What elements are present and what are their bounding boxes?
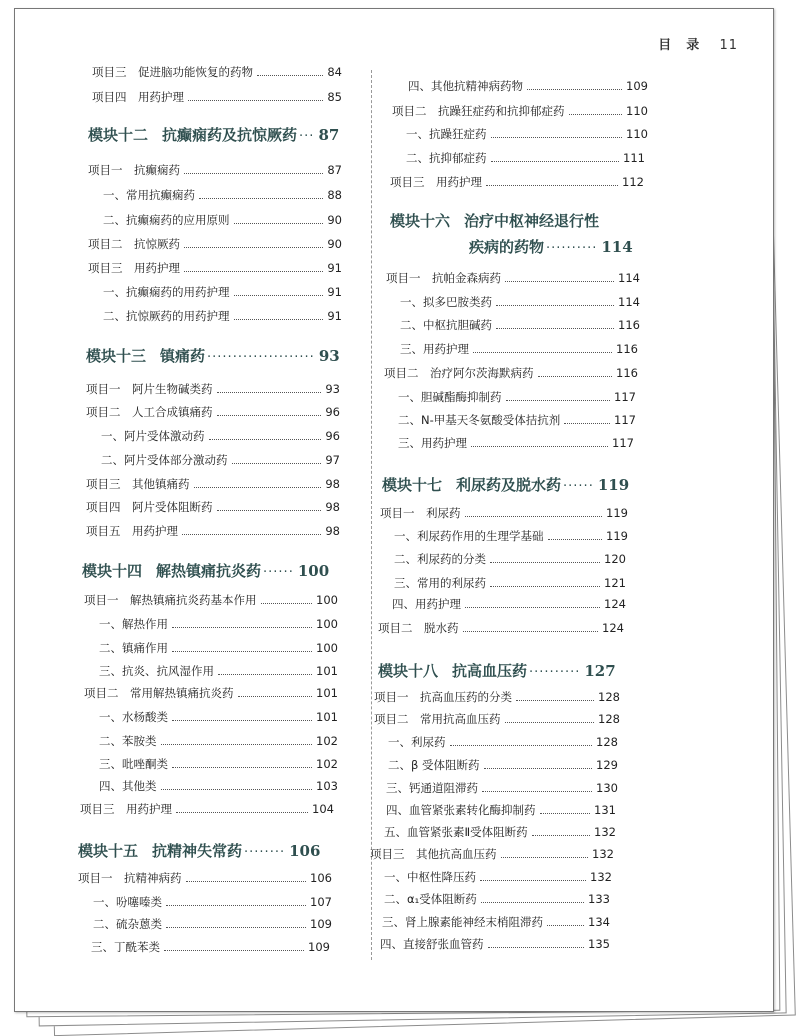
toc-entry	[374, 712, 620, 726]
toc-entry-label: 项目五 用药护理	[86, 524, 178, 538]
toc-entry-label: 二、镇痛作用	[99, 641, 168, 655]
toc-entry-label: 三、抗炎、抗风湿作用	[99, 664, 214, 678]
toc-entry-label: 项目三 其他抗高血压药	[370, 847, 497, 861]
toc-entry-page: 112	[622, 175, 644, 189]
toc-entry	[406, 151, 645, 165]
dot-leader	[540, 813, 591, 814]
toc-entry-label: 三、钙通道阻滞药	[386, 781, 478, 795]
toc-entry-label: 一、阿片受体激动药	[101, 429, 205, 443]
toc-entry-page: 135	[588, 937, 610, 951]
toc-entry	[384, 892, 610, 906]
dot-leader	[172, 627, 312, 628]
toc-entry-page: 102	[316, 757, 338, 771]
toc-entry-page: 129	[596, 758, 618, 772]
toc-entry	[99, 710, 338, 724]
toc-entry-page: 116	[616, 366, 638, 380]
module-title: 镇痛药	[160, 347, 206, 365]
toc-entry-label: 五、血管紧张素Ⅱ受体阻断药	[384, 825, 528, 839]
toc-entry	[388, 735, 618, 749]
toc-entry	[398, 390, 636, 404]
toc-entry-page: 84	[327, 65, 342, 79]
toc-entry-page: 97	[325, 453, 340, 467]
toc-entry	[101, 429, 340, 443]
toc-entry-label: 项目一 解热镇痛抗炎药基本作用	[84, 593, 257, 607]
toc-entry-page: 109	[310, 917, 332, 931]
toc-entry-page: 101	[316, 710, 338, 724]
module-dot-leader: ······	[263, 565, 294, 580]
toc-entry-label: 项目三 用药护理	[390, 175, 482, 189]
toc-entry-label: 一、吩噻嗪类	[93, 895, 162, 909]
module-page: 93	[318, 347, 340, 365]
toc-entry-label: 三、肾上腺素能神经末梢阻滞药	[382, 915, 543, 929]
dot-leader	[496, 305, 614, 306]
toc-entry-page: 117	[614, 413, 636, 427]
toc-entry-page: 120	[604, 552, 626, 566]
toc-entry-page: 124	[602, 621, 624, 635]
module-heading	[78, 840, 320, 861]
module-dot-leader: ··········	[546, 241, 598, 256]
toc-entry-label: 项目二 人工合成镇痛药	[86, 405, 213, 419]
toc-entry-label: 项目二 抗躁狂症药和抗抑郁症药	[392, 104, 565, 118]
dot-leader	[182, 534, 321, 535]
dot-leader	[188, 100, 323, 101]
toc-entry	[370, 847, 614, 861]
toc-entry-label: 项目四 阿片受体阻断药	[86, 500, 213, 514]
toc-entry-label: 项目二 治疗阿尔茨海默病药	[384, 366, 534, 380]
toc-entry-label: 一、拟多巴胺类药	[400, 295, 492, 309]
dot-leader	[465, 516, 603, 517]
header-title: 目 录	[658, 38, 701, 53]
toc-entry	[99, 779, 338, 793]
module-title: 抗精神失常药	[152, 842, 243, 860]
toc-entry-label: 二、中枢抗胆碱药	[400, 318, 492, 332]
dot-leader	[199, 198, 323, 199]
toc-entry-label: 项目一 抗癫痫药	[88, 163, 180, 177]
dot-leader	[481, 902, 584, 903]
toc-entry-page: 98	[325, 500, 340, 514]
toc-entry-page: 102	[316, 734, 338, 748]
toc-entry-page: 96	[325, 429, 340, 443]
toc-entry-label: 四、血管紧张素转化酶抑制药	[386, 803, 536, 817]
dot-leader	[261, 603, 313, 604]
toc-entry-page: 101	[316, 664, 338, 678]
module-title: 抗癫痫药及抗惊厥药	[162, 126, 298, 144]
toc-entry	[382, 915, 610, 929]
toc-entry-label: 三、丁酰苯类	[91, 940, 160, 954]
toc-entry	[99, 617, 338, 631]
module-number: 模块十七	[382, 476, 443, 494]
dot-leader	[232, 463, 322, 464]
module-heading	[378, 660, 616, 681]
toc-entry-page: 107	[310, 895, 332, 909]
toc-entry	[91, 940, 330, 954]
dot-leader	[234, 223, 324, 224]
toc-entry-label: 项目一 抗精神病药	[78, 871, 182, 885]
module-number: 模块十四	[82, 562, 143, 580]
column-divider	[371, 70, 372, 960]
toc-entry-label: 项目一 抗高血压药的分类	[374, 690, 512, 704]
module-page: 119	[597, 476, 630, 494]
toc-entry-label: 项目二 常用抗高血压药	[374, 712, 501, 726]
toc-entry-page: 104	[312, 802, 334, 816]
toc-entry-page: 106	[310, 871, 332, 885]
toc-entry	[103, 309, 342, 323]
toc-entry-label: 项目二 抗惊厥药	[88, 237, 180, 251]
module-page: 114	[601, 238, 633, 256]
dot-leader	[234, 319, 324, 320]
toc-entry-page: 87	[327, 163, 342, 177]
toc-entry-label: 二、抗抑郁症药	[406, 151, 487, 165]
dot-leader	[184, 271, 323, 272]
toc-entry-label: 一、抗癫痫药的用药护理	[103, 285, 230, 299]
toc-entry-label: 一、利尿药	[388, 735, 446, 749]
toc-entry-label: 四、直接舒张血管药	[380, 937, 484, 951]
toc-entry	[99, 757, 338, 771]
dot-leader	[496, 328, 614, 329]
toc-entry-label: 项目一 抗帕金森病药	[386, 271, 501, 285]
toc-entry-page: 124	[604, 597, 626, 611]
toc-entry	[93, 917, 332, 931]
dot-leader	[172, 651, 312, 652]
module-page: 127	[584, 662, 616, 680]
toc-entry-page: 101	[316, 686, 338, 700]
module-page: 106	[289, 842, 321, 860]
dot-leader	[484, 768, 593, 769]
toc-entry	[99, 664, 338, 678]
page-header	[658, 34, 738, 53]
toc-entry	[384, 825, 616, 839]
toc-entry-page: 98	[325, 477, 340, 491]
toc-entry-label: 二、β 受体阻断药	[388, 758, 480, 772]
toc-entry	[93, 895, 332, 909]
toc-entry	[400, 318, 640, 332]
toc-entry-label: 一、利尿药作用的生理学基础	[394, 529, 544, 543]
dot-leader	[184, 173, 323, 174]
module-dot-leader: ········	[244, 845, 286, 860]
toc-entry	[86, 477, 340, 491]
dot-leader	[491, 161, 620, 162]
toc-entry-page: 132	[594, 825, 616, 839]
toc-entry-page: 91	[327, 285, 342, 299]
toc-entry-page: 114	[618, 271, 640, 285]
toc-entry-page: 132	[590, 870, 612, 884]
toc-entry	[88, 163, 342, 177]
module-title: 抗高血压药	[452, 662, 528, 680]
dot-leader	[257, 75, 323, 76]
dot-leader	[547, 925, 584, 926]
toc-entry	[103, 188, 342, 202]
toc-entry-label: 一、解热作用	[99, 617, 168, 631]
toc-entry-page: 91	[327, 261, 342, 275]
toc-entry	[380, 506, 628, 520]
dot-leader	[532, 835, 590, 836]
toc-entry	[384, 870, 612, 884]
toc-entry-page: 130	[596, 781, 618, 795]
toc-entry-page: 111	[623, 151, 645, 165]
dot-leader	[184, 247, 323, 248]
toc-entry-label: 二、阿片受体部分激动药	[101, 453, 228, 467]
toc-entry-label: 项目三 用药护理	[88, 261, 180, 275]
module-number: 模块十八	[378, 662, 439, 680]
toc-entry	[86, 382, 340, 396]
module-heading	[86, 345, 340, 366]
toc-entry	[92, 90, 342, 104]
dot-leader	[516, 700, 594, 701]
dot-leader	[172, 767, 312, 768]
module-number: 模块十二	[88, 126, 149, 144]
module-title: 治疗中枢神经退行性	[464, 212, 600, 230]
toc-entry	[386, 803, 616, 817]
dot-leader	[473, 352, 612, 353]
dot-leader	[501, 857, 589, 858]
dot-leader	[161, 789, 313, 790]
dot-leader	[538, 376, 613, 377]
dot-leader	[463, 631, 599, 632]
toc-entry	[408, 79, 648, 93]
toc-entry-label: 四、用药护理	[392, 597, 461, 611]
toc-entry-label: 项目三 促进脑功能恢复的药物	[92, 65, 253, 79]
dot-leader	[194, 487, 322, 488]
toc-entry	[398, 436, 634, 450]
toc-entry-label: 项目二 常用解热镇痛抗炎药	[84, 686, 234, 700]
dot-leader	[217, 510, 322, 511]
toc-entry-page: 117	[614, 390, 636, 404]
toc-entry	[86, 500, 340, 514]
dot-leader	[486, 185, 618, 186]
dot-leader	[548, 539, 603, 540]
toc-entry-label: 项目二 脱水药	[378, 621, 459, 635]
toc-entry-label: 一、水杨酸类	[99, 710, 168, 724]
dot-leader	[217, 415, 322, 416]
toc-entry-page: 110	[626, 127, 648, 141]
toc-entry-page: 100	[316, 593, 338, 607]
toc-entry-page: 91	[327, 309, 342, 323]
toc-entry	[406, 127, 648, 141]
toc-entry-page: 93	[325, 382, 340, 396]
toc-entry	[394, 529, 628, 543]
toc-entry	[84, 686, 338, 700]
toc-entry	[374, 690, 620, 704]
toc-entry-label: 二、硫杂蒽类	[93, 917, 162, 931]
toc-entry	[103, 285, 342, 299]
toc-entry-page: 117	[612, 436, 634, 450]
toc-entry	[101, 453, 340, 467]
toc-entry	[380, 937, 610, 951]
toc-entry-label: 二、抗惊厥药的用药护理	[103, 309, 230, 323]
toc-entry-page: 128	[598, 690, 620, 704]
toc-entry-label: 项目一 利尿药	[380, 506, 461, 520]
toc-entry-page: 116	[616, 342, 638, 356]
toc-entry-page: 109	[626, 79, 648, 93]
toc-entry-label: 二、苯胺类	[99, 734, 157, 748]
toc-entry-page: 88	[327, 188, 342, 202]
toc-entry	[92, 65, 342, 79]
dot-leader	[186, 881, 307, 882]
toc-entry-label: 项目三 其他镇痛药	[86, 477, 190, 491]
toc-entry-page: 119	[606, 529, 628, 543]
module-title: 利尿药及脱水药	[456, 476, 562, 494]
toc-entry	[78, 871, 332, 885]
toc-entry	[398, 413, 636, 427]
module-dot-leader: ······	[563, 479, 594, 494]
toc-entry-label: 二、α₁受体阻断药	[384, 892, 477, 906]
toc-entry-page: 90	[327, 213, 342, 227]
dot-leader	[218, 674, 312, 675]
module-number: 模块十五	[78, 842, 139, 860]
dot-leader	[164, 950, 304, 951]
module-number: 模块十六	[390, 212, 451, 230]
toc-entry	[384, 366, 638, 380]
module-heading	[88, 124, 339, 145]
toc-entry-page: 119	[606, 506, 628, 520]
toc-entry-label: 一、抗躁狂症药	[406, 127, 487, 141]
dot-leader	[506, 400, 611, 401]
toc-entry	[400, 342, 638, 356]
module-heading	[382, 474, 629, 495]
toc-entry-page: 121	[604, 576, 626, 590]
dot-leader	[527, 89, 622, 90]
module-heading	[390, 210, 599, 231]
toc-entry-label: 四、其他抗精神病药物	[408, 79, 523, 93]
dot-leader	[482, 791, 592, 792]
toc-entry-page: 90	[327, 237, 342, 251]
toc-entry-page: 96	[325, 405, 340, 419]
toc-entry	[394, 576, 626, 590]
dot-leader	[491, 137, 623, 138]
dot-leader	[505, 281, 614, 282]
dot-leader	[234, 295, 324, 296]
toc-entry-label: 项目一 阿片生物碱类药	[86, 382, 213, 396]
toc-entry	[88, 237, 342, 251]
toc-entry	[394, 552, 626, 566]
toc-entry-page: 134	[588, 915, 610, 929]
module-title-cont: 疾病的药物	[469, 238, 545, 256]
toc-entry-page: 128	[598, 712, 620, 726]
toc-entry	[400, 295, 640, 309]
toc-entry-label: 三、常用的利尿药	[394, 576, 486, 590]
toc-entry-label: 一、中枢性降压药	[384, 870, 476, 884]
module-dot-leader: ··········	[529, 665, 581, 680]
toc-entry	[392, 597, 626, 611]
toc-entry-page: 110	[626, 104, 648, 118]
toc-entry	[86, 405, 340, 419]
module-heading	[82, 560, 329, 581]
toc-entry-label: 二、利尿药的分类	[394, 552, 486, 566]
toc-entry	[378, 621, 624, 635]
toc-entry	[99, 641, 338, 655]
dot-leader	[488, 947, 585, 948]
dot-leader	[172, 720, 312, 721]
dot-leader	[161, 744, 313, 745]
toc-entry-label: 项目三 用药护理	[80, 802, 172, 816]
toc-entry-label: 二、N-甲基天冬氨酸受体拮抗剂	[398, 413, 561, 427]
toc-entry	[390, 175, 644, 189]
toc-entry-label: 一、常用抗癫痫药	[103, 188, 195, 202]
module-page: 87	[318, 126, 340, 144]
toc-entry-label: 四、其他类	[99, 779, 157, 793]
toc-entry-page: 116	[618, 318, 640, 332]
dot-leader	[564, 423, 610, 424]
toc-entry-page: 109	[308, 940, 330, 954]
toc-entry-page: 103	[316, 779, 338, 793]
toc-entry-page: 128	[596, 735, 618, 749]
toc-entry	[388, 758, 618, 772]
toc-entry	[392, 104, 648, 118]
toc-entry-label: 三、用药护理	[400, 342, 469, 356]
toc-entry-page: 85	[327, 90, 342, 104]
module-number: 模块十三	[86, 347, 147, 365]
toc-entry	[103, 213, 342, 227]
dot-leader	[490, 586, 600, 587]
toc-entry-page: 114	[618, 295, 640, 309]
dot-leader	[217, 392, 322, 393]
dot-leader	[450, 745, 593, 746]
dot-leader	[166, 905, 306, 906]
toc-entry-page: 132	[592, 847, 614, 861]
toc-entry	[80, 802, 334, 816]
dot-leader	[490, 562, 600, 563]
toc-entry-page: 100	[316, 641, 338, 655]
toc-entry	[86, 524, 340, 538]
dot-leader	[238, 696, 313, 697]
toc-entry	[99, 734, 338, 748]
toc-entry-label: 二、抗癫痫药的应用原则	[103, 213, 230, 227]
dot-leader	[166, 927, 306, 928]
header-page-number: 11	[719, 38, 738, 53]
toc-entry	[84, 593, 338, 607]
dot-leader	[176, 812, 308, 813]
dot-leader	[505, 722, 595, 723]
dot-leader	[471, 446, 608, 447]
dot-leader	[480, 880, 586, 881]
module-dot-leader: ···	[299, 129, 315, 144]
toc-entry	[386, 781, 618, 795]
toc-entry	[386, 271, 640, 285]
toc-entry-page: 98	[325, 524, 340, 538]
module-title: 解热镇痛抗炎药	[156, 562, 262, 580]
dot-leader	[209, 439, 322, 440]
toc-entry-label: 三、吡唑酮类	[99, 757, 168, 771]
toc-entry-page: 133	[588, 892, 610, 906]
module-heading-line2	[469, 236, 633, 257]
dot-leader	[465, 607, 600, 608]
module-page: 100	[297, 562, 330, 580]
module-dot-leader: ·····················	[207, 350, 315, 365]
dot-leader	[569, 114, 623, 115]
toc-entry	[88, 261, 342, 275]
toc-entry-page: 100	[316, 617, 338, 631]
toc-entry-label: 三、用药护理	[398, 436, 467, 450]
toc-entry-label: 项目四 用药护理	[92, 90, 184, 104]
toc-entry-page: 131	[594, 803, 616, 817]
toc-entry-label: 一、胆碱酯酶抑制药	[398, 390, 502, 404]
